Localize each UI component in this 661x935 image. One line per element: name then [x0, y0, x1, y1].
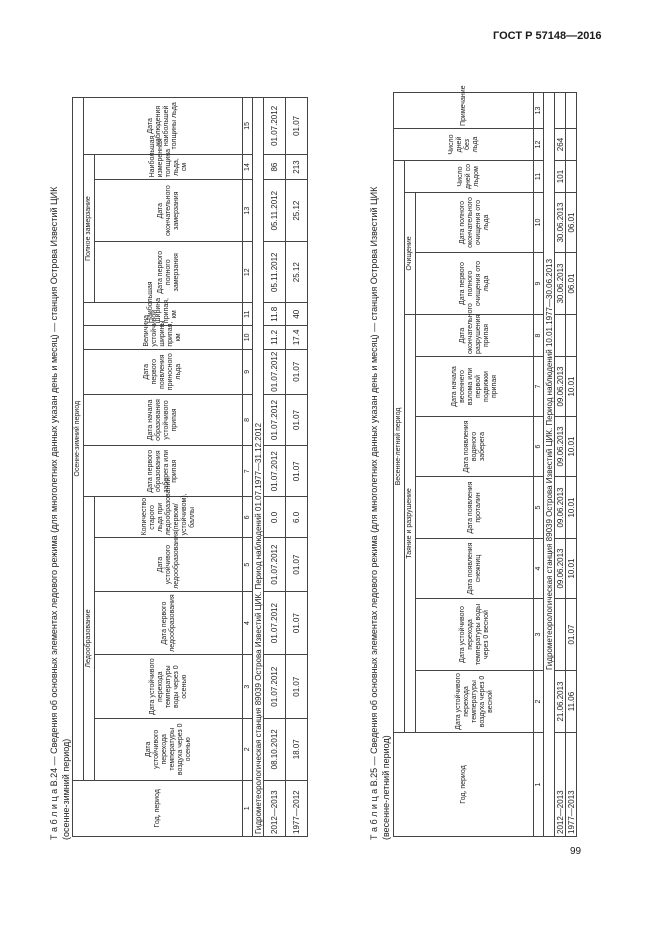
- table-cell: 10.01: [566, 417, 577, 477]
- table-cell: 01.07.2012: [264, 98, 286, 155]
- table-b25-caption-line1: Т а б л и ц а В.25 — Сведения об основных элементах ледового режима (для многолетних данных указан день и месяц) — станция Острова Известий ЦИК: [369, 186, 379, 840]
- b25-col-2-header: Дата устойчивого перехода температуры воздуха через 0 весной: [416, 671, 534, 733]
- table-cell: 05.11.2012: [264, 241, 286, 303]
- b24-group-autumn: Осенне-зимний период: [73, 98, 84, 781]
- b25-col-8-header: Дата окончательного разрушения припая: [416, 315, 534, 357]
- b25-col-11-header: Число дней со льдом: [405, 161, 534, 193]
- b24-col-3-header: Дата устойчивого перехода температуры воды через 0 осенью: [95, 655, 243, 719]
- table-cell: 01.07: [286, 446, 308, 497]
- b24-col-7-header: Дата первого образования заберега или припая: [84, 446, 243, 497]
- b24-col-5-header: Дата устойчивого ледообразования: [95, 538, 243, 591]
- row-period-cell: 1977—2012: [286, 780, 308, 836]
- table-cell: 06.01: [566, 253, 577, 315]
- b24-col-11-header: Наибольшая ширина припая, км: [84, 303, 243, 326]
- b25-column-number: 5: [534, 477, 544, 539]
- b25-group-clearing: Очищение: [405, 193, 416, 315]
- b25-col-4-header: Дата появления снежниц: [416, 539, 534, 599]
- b25-column-number: 10: [534, 193, 544, 253]
- table-b24-caption-line1: Т а б л и ц а В.24 — Сведения об основных элементах ледового режима (для многолетних данных указан день и месяц) — станция Острова Известий ЦИК: [49, 186, 59, 840]
- b24-group-full-freeze: Полное замерзание: [84, 154, 95, 303]
- b24-column-number: 3: [243, 655, 253, 719]
- b24-column-number: 1: [243, 780, 253, 836]
- b24-column-number: 15: [243, 98, 253, 155]
- b24-column-number: 12: [243, 241, 253, 303]
- table-row: [555, 93, 566, 837]
- b25-col-12-header: Число дней без льда: [394, 129, 534, 161]
- table-cell: 09.06.2013: [555, 357, 566, 417]
- table-cell: [555, 93, 566, 129]
- table-cell: 40: [286, 303, 308, 326]
- table-row: [566, 93, 577, 837]
- table-cell: 01.07: [286, 538, 308, 591]
- b25-column-number: 6: [534, 417, 544, 477]
- table-cell: 30.06.2013: [555, 253, 566, 315]
- table-cell: 06.01: [566, 193, 577, 253]
- table-cell: 17.4: [286, 326, 308, 350]
- b25-col-3-header: Дата устойчивого перехода температуры воды через 0 весной: [416, 599, 534, 671]
- table-b25-caption-line2: (весенне-летний период): [381, 735, 391, 840]
- table-b24-caption-line2: (осенне-зимний период): [61, 738, 71, 840]
- table-cell: 11.06: [566, 671, 577, 733]
- b24-col-4-header: Дата первого ледообразования: [95, 591, 243, 655]
- table-b24: [72, 97, 308, 837]
- row-period-cell: 2012—2013: [555, 733, 566, 837]
- b24-col-6-header: Количество старого льда при ледообразовании (первом/устойчивом), баллы: [95, 497, 243, 538]
- table-cell: 10.01: [566, 539, 577, 599]
- b24-col-14-header: Наибольшая измеренная толщина льда, см: [95, 154, 243, 180]
- table-cell: 09.06.2013: [555, 477, 566, 539]
- table-row: [264, 98, 286, 837]
- b25-group-melting: Таяние и разрушение: [405, 315, 416, 733]
- standard-header: ГОСТ Р 57148—2016: [493, 30, 602, 42]
- b24-column-number: 14: [243, 154, 253, 180]
- b25-col-10-header: Дата полного окончательного очищения ото льда: [416, 193, 534, 253]
- table-cell: 01.07: [286, 98, 308, 155]
- b24-column-number: 11: [243, 303, 253, 326]
- table-cell: [566, 129, 577, 161]
- table-cell: [555, 599, 566, 671]
- table-cell: 01.07: [286, 349, 308, 394]
- b24-col-9-header: Дата первого появления приносного льда: [84, 349, 243, 394]
- page-number: 99: [570, 846, 582, 857]
- b24-col-15-header: Дата наблюдения наибольшей толщины льда: [84, 98, 243, 155]
- table-cell: 09.06.2013: [555, 417, 566, 477]
- b25-column-number: 11: [534, 161, 544, 193]
- table-cell: 11.2: [264, 326, 286, 350]
- b25-column-number: 8: [534, 315, 544, 357]
- table-cell: 05.11.2012: [264, 180, 286, 242]
- row-period-cell: 2012—2013: [264, 780, 286, 836]
- b25-column-number: 3: [534, 599, 544, 671]
- table-cell: 18.07: [286, 719, 308, 781]
- table-cell: 6.0: [286, 497, 308, 538]
- table-cell: 01.07: [286, 591, 308, 655]
- b25-column-number: 13: [534, 93, 544, 129]
- table-cell: 08.10.2012: [264, 719, 286, 781]
- table-cell: 30.06.2013: [555, 193, 566, 253]
- b24-column-number: 10: [243, 326, 253, 350]
- b25-column-number: 7: [534, 357, 544, 417]
- table-cell: 101: [555, 161, 566, 193]
- table-cell: 264: [555, 129, 566, 161]
- b25-column-number: 9: [534, 253, 544, 315]
- table-cell: 25.12: [286, 241, 308, 303]
- table-cell: 10.01: [566, 477, 577, 539]
- table-cell: 01.07.2012: [264, 394, 286, 445]
- table-cell: 01.07.2012: [264, 446, 286, 497]
- b25-col-1-header: Год, период: [394, 733, 534, 837]
- table-cell: 21.06.2013: [555, 671, 566, 733]
- table-row: [286, 98, 308, 837]
- table-cell: 01.07.2012: [264, 591, 286, 655]
- b25-col-6-header: Дата появления водяного заберега: [416, 417, 534, 477]
- b24-col-2-header: Дата устойчивого перехода температуры воздуха через 0 осенью: [95, 719, 243, 781]
- table-cell: [566, 93, 577, 129]
- table-cell: [566, 315, 577, 357]
- b25-group-spring: Весенне-летний период: [394, 161, 405, 733]
- table-cell: 213: [286, 154, 308, 180]
- b25-column-numbers: [534, 93, 544, 837]
- row-period-cell: 1977—2013: [566, 733, 577, 837]
- table-cell: 01.07: [566, 599, 577, 671]
- table-cell: 09.06.2013: [555, 539, 566, 599]
- b25-col-9-header: Дата первого полного очищения ото льда: [416, 253, 534, 315]
- b24-group-ice-formation: Ледообразование: [84, 497, 95, 780]
- table-cell: 11.8: [264, 303, 286, 326]
- table-cell: [566, 161, 577, 193]
- b25-column-number: 1: [534, 733, 544, 837]
- b24-column-numbers: [243, 98, 253, 837]
- table-cell: 01.07.2012: [264, 349, 286, 394]
- b25-station-line: Гидрометеорологическая станция 89039 Острова Известий ЦИК. Период наблюдений 10.01.1977—30.06.2013: [544, 93, 555, 837]
- b25-column-number: 12: [534, 129, 544, 161]
- table-cell: 0.0: [264, 497, 286, 538]
- b24-column-number: 6: [243, 497, 253, 538]
- b24-column-number: 5: [243, 538, 253, 591]
- b24-col-12-header: Дата первого полного замерзания: [95, 241, 243, 303]
- b24-col-13-header: Дата окончательного замерзания: [95, 180, 243, 242]
- table-cell: 86: [264, 154, 286, 180]
- b25-column-number: 2: [534, 671, 544, 733]
- table-b25: [393, 85, 577, 837]
- b25-column-number: 4: [534, 539, 544, 599]
- table-b24-caption: [48, 88, 72, 840]
- b24-column-number: 7: [243, 446, 253, 497]
- b24-column-number: 4: [243, 591, 253, 655]
- b24-column-number: 9: [243, 349, 253, 394]
- table-cell: 10.01: [566, 357, 577, 417]
- b24-column-number: 2: [243, 719, 253, 781]
- b25-col-13-header: Примечание: [394, 93, 534, 129]
- b24-column-number: 8: [243, 394, 253, 445]
- b24-col-1-header: Год, период: [73, 780, 243, 836]
- b25-col-5-header: Дата появления проталин: [416, 477, 534, 539]
- b24-col-10-header: Величина устойчивой ширины припая, км: [84, 326, 243, 350]
- table-cell: 01.07: [286, 655, 308, 719]
- table-cell: 01.07.2012: [264, 538, 286, 591]
- table-cell: 01.07: [286, 394, 308, 445]
- b25-col-7-header: Дата начала весеннего взлома или первой подвижки припая: [416, 357, 534, 417]
- table-b25-caption: [368, 88, 392, 840]
- b24-col-8-header: Дата начала образования устойчивого припая: [84, 394, 243, 445]
- b24-column-number: 13: [243, 180, 253, 242]
- table-cell: 01.07.2012: [264, 655, 286, 719]
- table-cell: [555, 315, 566, 357]
- b24-station-line: Гидрометеорологическая станция 89039 Острова Известий ЦИК. Период наблюдений 01.07.1977—31.12.2012: [253, 98, 264, 837]
- table-cell: 25.12: [286, 180, 308, 242]
